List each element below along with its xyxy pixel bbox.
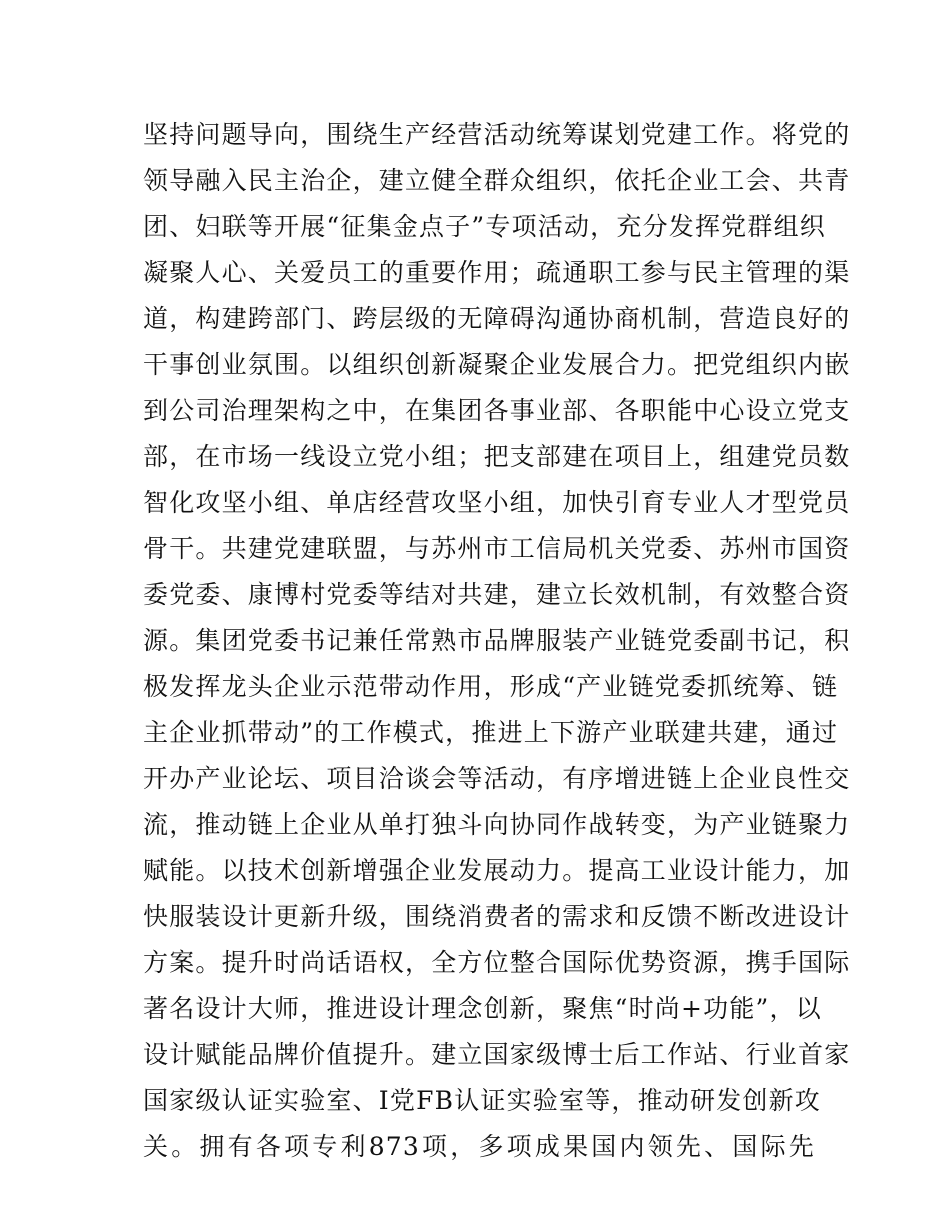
text-line: 委党委、康博村党委等结对共建，建立长效机制，有效整合资 [143, 580, 851, 609]
text-line: 快服装设计更新升级，围绕消费者的需求和反馈不断改进设计 [143, 902, 851, 931]
text-line: 极发挥龙头企业示范带动作用，形成“产业链党委抓统筹、链 [143, 672, 839, 701]
text-line: 国家级认证实验室、I党FB认证实验室等，推动研发创新攻 [143, 1086, 821, 1115]
text-line: 开办产业论坛、项目洽谈会等活动，有序增进链上企业良性交 [143, 764, 851, 793]
text-line: 骨干。共建党建联盟，与苏州市工信局机关党委、苏州市国资 [143, 534, 851, 563]
text-line: 部，在市场一线设立党小组；把支部建在项目上，组建党员数 [143, 442, 851, 471]
text-line: 干事创业氛围。以组织创新凝聚企业发展合力。把党组织内嵌 [143, 350, 851, 379]
text-line: 方案。提升时尚话语权，全方位整合国际优势资源，携手国际 [143, 948, 851, 977]
text-line: 著名设计大师，推进设计理念创新，聚焦“时尚+功能”，以 [143, 994, 822, 1023]
text-line: 流，推动链上企业从单打独斗向协同作战转变，为产业链聚力 [143, 810, 851, 839]
text-line: 主企业抓带动”的工作模式，推进上下游产业联建共建，通过 [143, 718, 839, 747]
text-line: 到公司治理架构之中，在集团各事业部、各职能中心设立党支 [143, 396, 851, 425]
text-line: 设计赋能品牌价值提升。建立国家级博士后工作站、行业首家 [143, 1040, 851, 1069]
body-paragraph [143, 112, 851, 1170]
text-line: 凝聚人心、关爱员工的重要作用；疏通职工参与民主管理的渠 [143, 258, 851, 287]
text-line: 团、妇联等开展“征集金点子”专项活动，充分发挥党群组织 [143, 212, 826, 241]
text-line: 坚持问题导向，围绕生产经营活动统筹谋划党建工作。将党的 [143, 120, 851, 149]
text-line: 领导融入民主治企，建立健全群众组织，依托企业工会、共青 [143, 166, 851, 195]
text-line: 赋能。以技术创新增强企业发展动力。提高工业设计能力，加 [143, 856, 851, 885]
text-line: 源。集团党委书记兼任常熟市品牌服装产业链党委副书记，积 [143, 626, 851, 655]
text-line: 道，构建跨部门、跨层级的无障碍沟通协商机制，营造良好的 [143, 304, 851, 333]
text-line: 智化攻坚小组、单店经营攻坚小组，加快引育专业人才型党员 [143, 488, 851, 517]
text-line: 关。拥有各项专利873项，多项成果国内领先、国际先 [143, 1132, 815, 1161]
